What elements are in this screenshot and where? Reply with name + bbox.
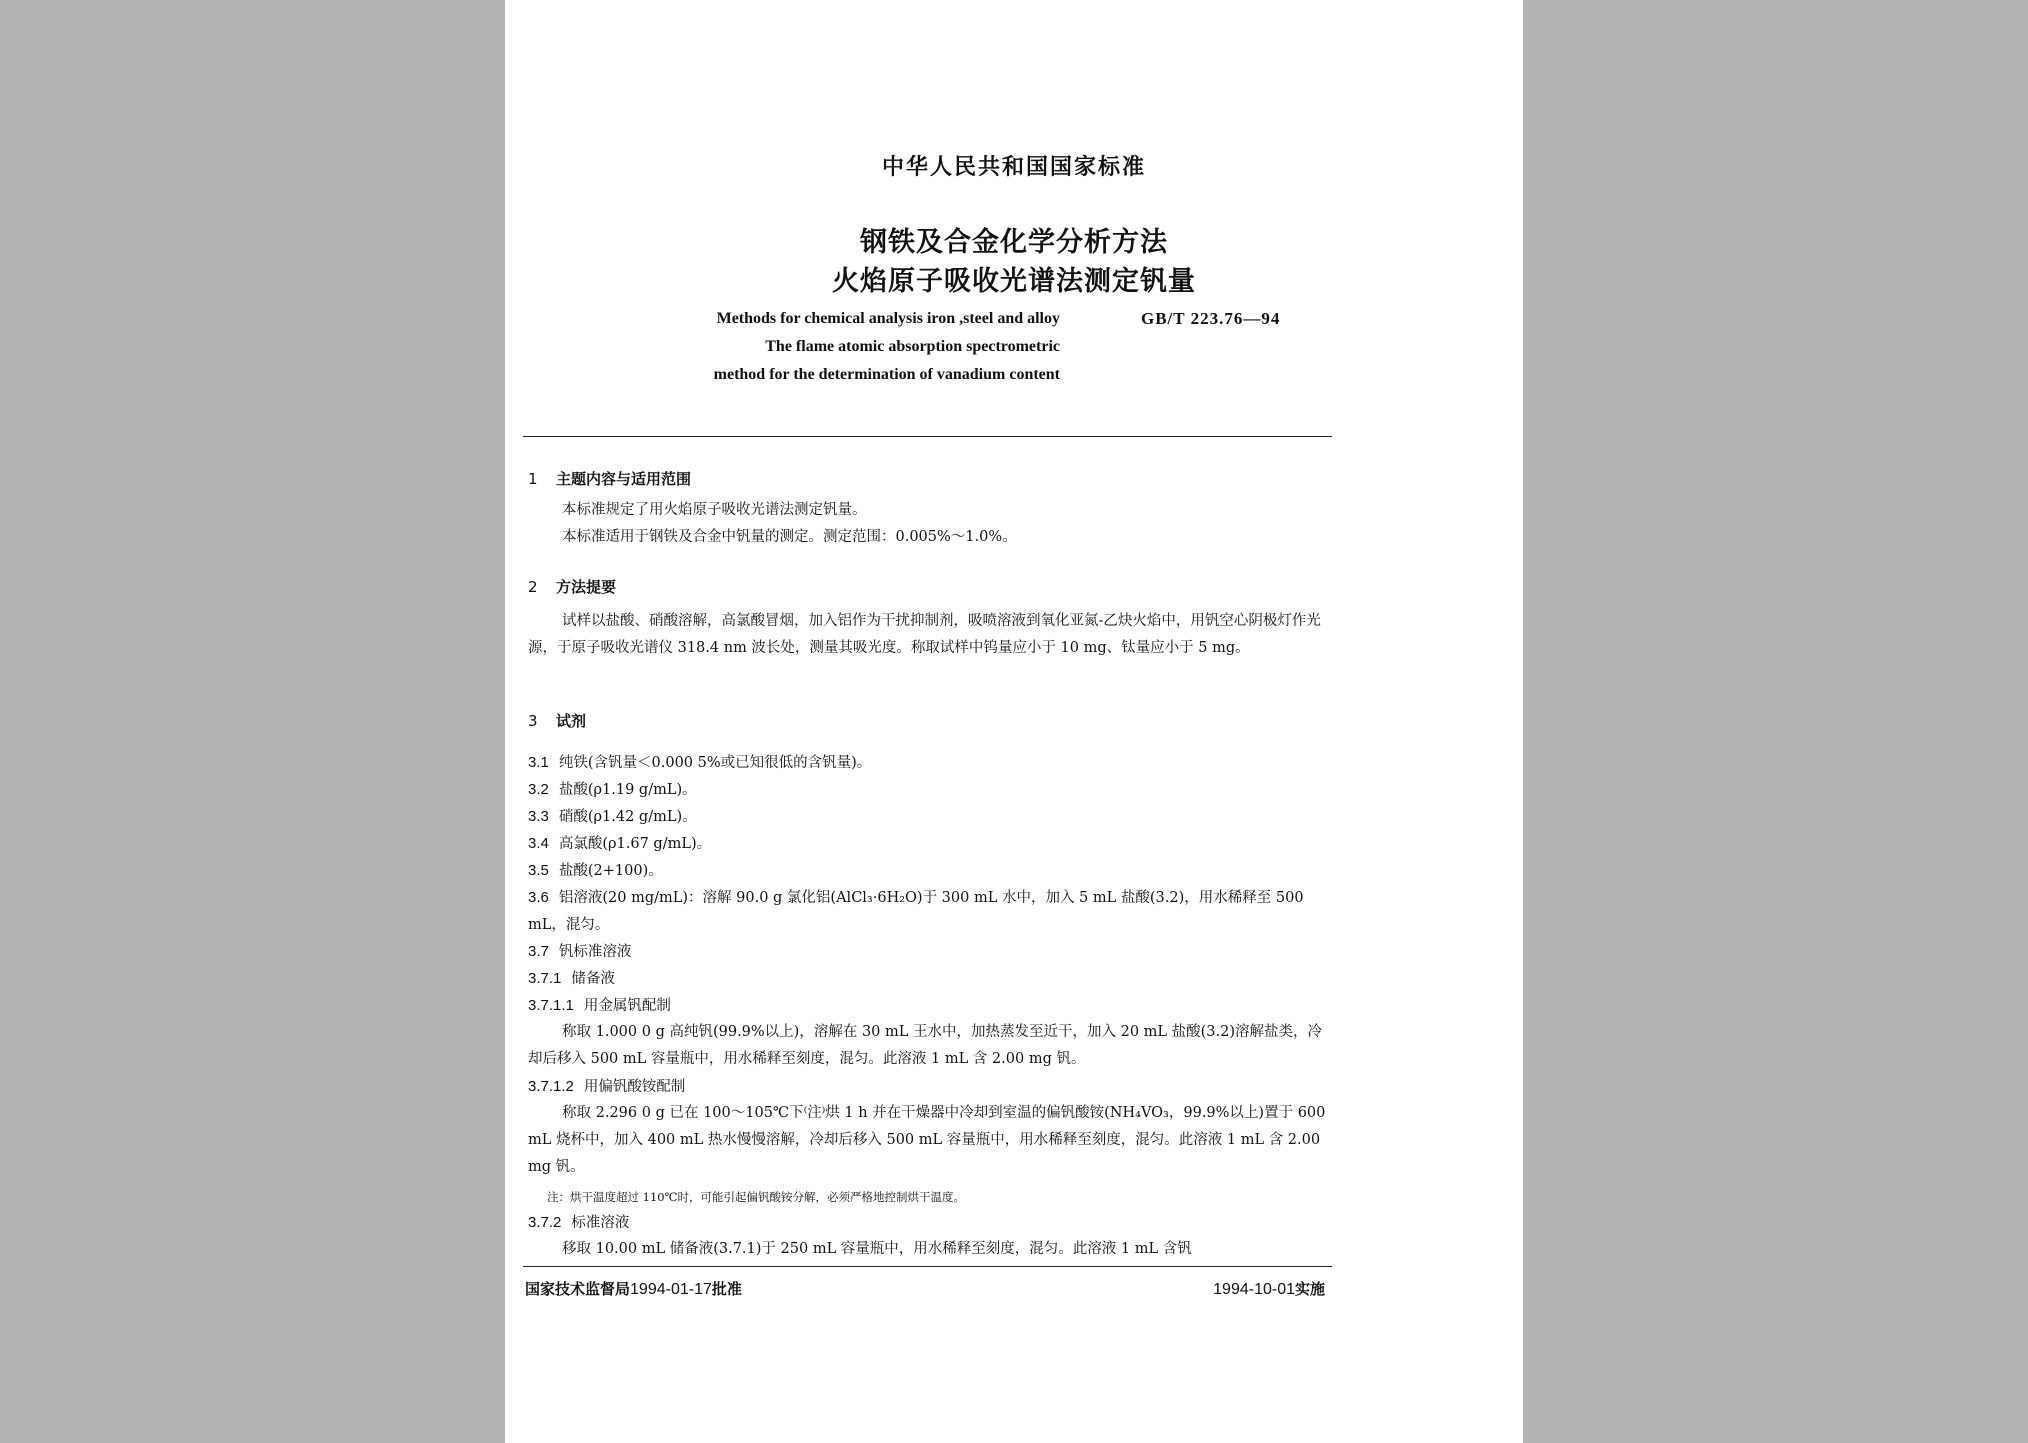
list-item (528, 884, 1328, 939)
effective-date: 1994-10-01 (1213, 1281, 1295, 1298)
issuer: 国家技术监督局 (525, 1280, 631, 1298)
footer-effective (1165, 1278, 1325, 1299)
item-text: 纯铁(含钒量＜0.000 5%或已知很低的含钒量)。 (558, 755, 872, 771)
section-title: 方法提要 (556, 578, 617, 596)
item-number: 3.7.1.2 (528, 1078, 574, 1095)
item-text: 硝酸(ρ1.42 g/mL)。 (558, 809, 697, 825)
title-cn-line1: 钢铁及合金化学分析方法 (860, 227, 1168, 258)
footer-divider (523, 1266, 1332, 1267)
item-number: 3.7.1.1 (528, 997, 574, 1014)
header-divider (523, 436, 1332, 437)
title-en-line1: Methods for chemical analysis iron ,steel and alloy (716, 310, 1060, 327)
approved-date: 1994-01-17 (630, 1281, 712, 1298)
item-number: 3.7.2 (528, 1214, 562, 1231)
item-text: 储备液 (571, 971, 615, 987)
item-text: 用偏钒酸铵配制 (583, 1079, 686, 1095)
list-item (528, 749, 1328, 777)
paragraph: 移取 10.00 mL 储备液(3.7.1)于 250 mL 容量瓶中，用水稀释至刻度，混匀。此溶液 1 mL 含钒 (562, 1241, 1192, 1257)
list-item (528, 1073, 1328, 1101)
paragraph: 本标准适用于钢铁及合金中钒量的测定。测定范围：0.005%～1.0%。 (562, 529, 1017, 545)
item-number: 3.2 (528, 781, 549, 798)
section-title: 主题内容与适用范围 (556, 470, 692, 488)
list-item (528, 1209, 1328, 1237)
paragraph: 试样以盐酸、硝酸溶解，高氯酸冒烟，加入铝作为干扰抑制剂，吸喷溶液到氧化亚氮-乙炔火焰中，用钒空心阴极灯作光源，于原子吸收光谱仪 318.4 nm 波长处，测量其吸光度。称取试样中钨量应小于 10 mg、钛量应小于 5 mg。 (528, 613, 1321, 656)
item-text: 铝溶液(20 mg/mL)：溶解 90.0 g 氯化铝(AlCl₃·6H₂O)于 300 mL 水中，加入 5 mL 盐酸(3.2)，用水稀释至 500 mL，混匀。 (528, 890, 1304, 933)
item-number: 3.6 (528, 889, 549, 906)
section-3-heading (528, 710, 586, 731)
item-number: 3.7.1 (528, 970, 562, 987)
item-text: 用金属钒配制 (583, 998, 671, 1014)
item-text: 标准溶液 (571, 1215, 630, 1231)
item-text: 盐酸(ρ1.19 g/mL)。 (558, 782, 697, 798)
list-item (528, 803, 1328, 831)
list-item (528, 938, 1328, 966)
paragraph: 称取 1.000 0 g 高纯钒(99.9%以上)，溶解在 30 mL 王水中，加热蒸发至近干，加入 20 mL 盐酸(3.2)溶解盐类，冷却后移入 500 mL 容量瓶中，用水稀释至刻度，混匀。此溶液 1 mL 含 2.00 mg 钒。 (528, 1024, 1323, 1067)
item-number: 3.3 (528, 808, 549, 825)
list-item (528, 776, 1328, 804)
footnote: 注：烘干温度超过 110℃时，可能引起偏钒酸铵分解，必须严格地控制烘干温度。 (547, 1190, 965, 1204)
item-number: 3.7 (528, 943, 549, 960)
section-2-heading (528, 576, 616, 597)
item-text: 高氯酸(ρ1.67 g/mL)。 (558, 836, 712, 852)
section-number: 1 (528, 470, 538, 488)
section-number: 3 (528, 712, 538, 730)
section-1-heading (528, 468, 691, 489)
footer-approval (525, 1278, 742, 1299)
title-en-line2: The flame atomic absorption spectrometric (765, 338, 1060, 355)
paragraph: 本标准规定了用火焰原子吸收光谱法测定钒量。 (562, 502, 867, 518)
item-number: 3.1 (528, 754, 549, 771)
list-item (528, 965, 1328, 993)
item-text: 钒标准溶液 (558, 944, 632, 960)
approved-label: 批准 (711, 1280, 742, 1298)
list-item (528, 992, 1328, 1020)
section-number: 2 (528, 578, 538, 596)
effective-label: 实施 (1294, 1280, 1325, 1298)
standard-code: GB/T 223.76—94 (1141, 309, 1281, 328)
title-en-line3: method for the determination of vanadium content (713, 366, 1060, 383)
item-number: 3.4 (528, 835, 549, 852)
item-number: 3.5 (528, 862, 549, 879)
title-cn-line2: 火焰原子吸收光谱法测定钒量 (832, 266, 1196, 297)
item-text: 盐酸(2+100)。 (558, 863, 663, 879)
list-item (528, 830, 1328, 858)
paragraph: 称取 2.296 0 g 已在 100～105℃下⁽注⁾烘 1 h 并在干燥器中冷却到室温的偏钒酸铵(NH₄VO₃，99.9%以上)置于 600 mL 烧杯中，加入 400 mL 热水慢慢溶解，冷却后移入 500 mL 容量瓶中，用水稀释至刻度，混匀。此溶液 1 mL 含 2.00 mg 钒。 (528, 1105, 1326, 1175)
national-standard-heading: 中华人民共和国国家标准 (881, 155, 1146, 180)
document-page (505, 0, 1523, 1443)
list-item (528, 857, 1328, 885)
section-title: 试剂 (556, 712, 587, 730)
